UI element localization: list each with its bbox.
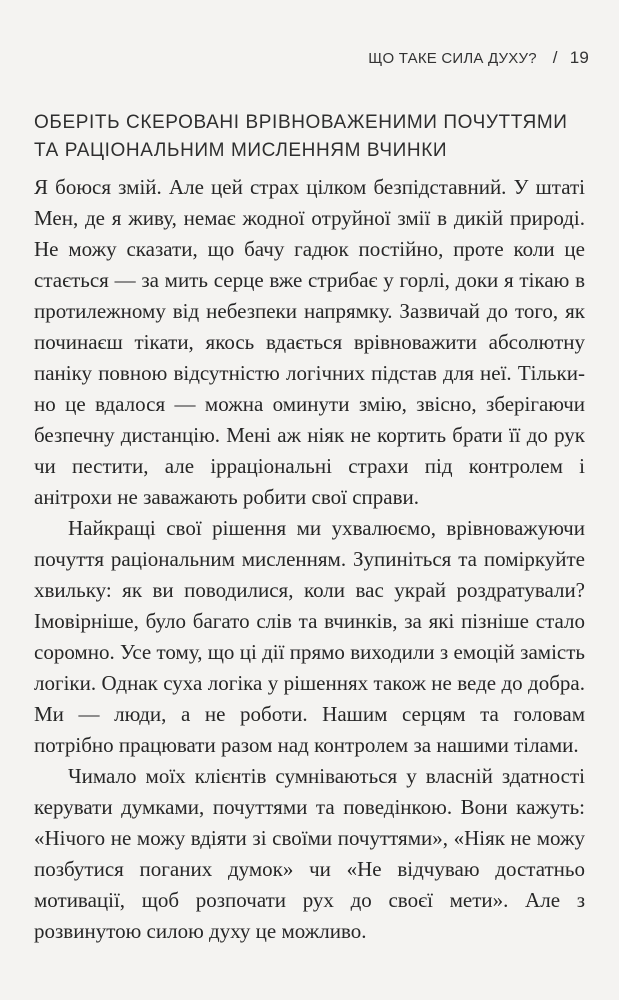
paragraph-2: Найкращі свої рішення ми ухвалюємо, врівноважуючи почуття раціональним мисленням. Зупиніться та поміркуйте хвильку: як ви поводилися, коли вас украй роздратували? Імовірніше, було багато слів та вчинків, за які пізніше стало соромно. Усе тому, що ці дії прямо виходили з емоцій замість логіки. Однак суха логіка у рішеннях також не веде до добра. Ми — люди, а не роботи. Нашим серцям та головам потрібно працювати разом над контролем за нашими тілами.: [34, 516, 585, 757]
paragraph-3: Чимало моїх клієнтів сумніваються у власній здатності керувати думками, почуттями та поведінкою. Вони кажуть: «Нічого не можу вдіяти зі своїми почуттями», «Ніяк не можу позбутися поганих думок» чи «Не відчуваю достатньо мотивації, щоб розпочати рух до своєї мети». Але з розвинутою силою духу це можливо.: [34, 764, 585, 943]
section-heading: ОБЕРІТЬ СКЕРОВАНІ ВРІВНОВАЖЕНИМИ ПОЧУТТЯМИ ТА РАЦІОНАЛЬНИМ МИСЛЕННЯМ ВЧИНКИ: [34, 111, 568, 161]
running-header: [368, 48, 589, 68]
running-header-separator: /: [552, 48, 558, 67]
paragraph-1: Я боюся змій. Але цей страх цілком безпідставний. У штаті Мен, де я живу, немає жодної отруйної змії в дикій природі. Не можу сказати, що бачу гадюк постійно, проте коли це стається — за мить серце вже стрибає у горлі, доки я тікаю в протилежному від небезпеки напрямку. Зазвичай до того, як починаєш тікати, якось вдається врівноважити абсолютну паніку повною відсутністю логічних підстав для неї. Тільки-но це вдалося — можна оминути змію, звісно, зберігаючи безпечну дистанцію. Мені аж ніяк не кортить брати її до рук чи пестити, але ірраціональні страхи під контролем і анітрохи не заважають робити свої справи.: [34, 175, 585, 509]
running-header-title: ЩО ТАКЕ СИЛА ДУХУ?: [368, 49, 537, 67]
body-text: [34, 172, 585, 947]
page-number: 19: [569, 48, 589, 67]
